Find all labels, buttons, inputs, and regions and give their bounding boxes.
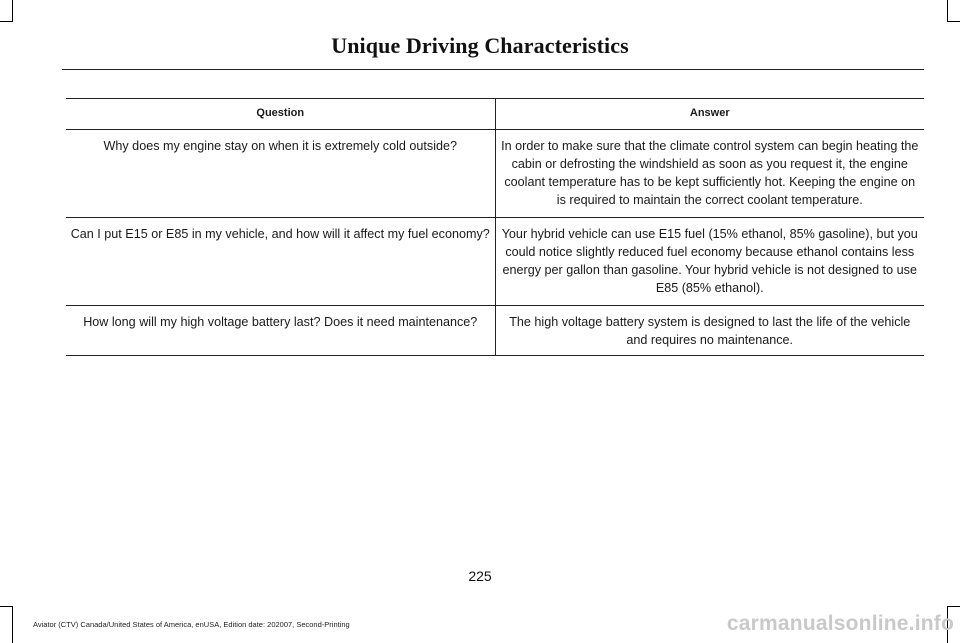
question-cell: Why does my engine stay on when it is extremely cold outside? (66, 130, 495, 218)
crop-mark (947, 0, 948, 22)
question-cell: Can I put E15 or E85 in my vehicle, and how will it affect my fuel economy? (66, 218, 495, 306)
page-title: Unique Driving Characteristics (331, 33, 629, 58)
answer-cell: The high voltage battery system is designed to last the life of the vehicle and requires no maintenance. (495, 306, 924, 356)
answer-cell: In order to make sure that the climate control system can begin heating the cabin or defrosting the windshield as soon as you request it, the engine coolant temperature has to be kept sufficiently hot. Keeping the engine on is required to maintain the correct coolant temperature. (495, 130, 924, 218)
crop-mark (947, 606, 960, 607)
edition-footer: Aviator (CTV) Canada/United States of America, enUSA, Edition date: 202007, Second-Printing (33, 620, 350, 629)
question-cell: How long will my high voltage battery last? Does it need maintenance? (66, 306, 495, 356)
table-row (66, 218, 924, 306)
page-number: 225 (468, 568, 492, 584)
answer-cell: Your hybrid vehicle can use E15 fuel (15% ethanol, 85% gasoline), but you could notice slightly reduced fuel economy because ethanol contains less energy per gallon than gasoline. Your hybrid vehicle is not designed to use E85 (85% ethanol). (495, 218, 924, 306)
table-row (66, 306, 924, 356)
table-row (66, 130, 924, 218)
qa-table (66, 98, 924, 356)
column-header-answer: Answer (495, 99, 924, 130)
site-watermark: carmanualsonline.info (726, 612, 954, 635)
crop-mark (0, 606, 13, 607)
crop-mark (12, 606, 13, 643)
column-header-question: Question (66, 99, 495, 130)
title-divider (62, 69, 924, 70)
table-header-row (66, 99, 924, 130)
crop-mark (0, 21, 13, 22)
crop-mark (947, 21, 960, 22)
crop-mark (12, 0, 13, 22)
